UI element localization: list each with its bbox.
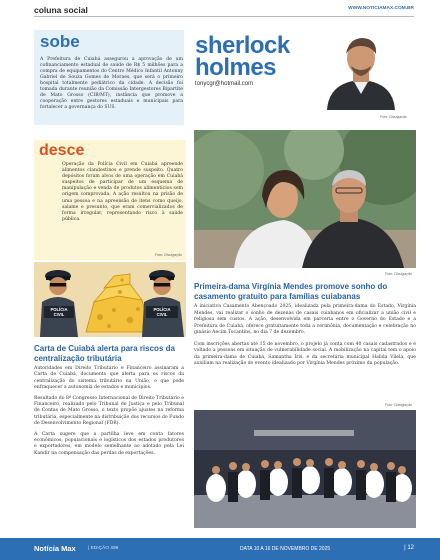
primeira-dama-paragraph-1: A iniciativa Casamento Abençoado 2025, idealizada pela primeira-dama do Estado, Virgínia Mendes, vai realizar o sonho de dezenas de casais cuiabanos em oficializar a união civil e religiosa sem custos. A ação, desenvolvida em parceria entre o Governo do Estado e a Prefeitura de Cuiabá, oferece gratuitamente toda a cerimônia, documentação e celebração no ginásio Aecim Tocantins, no dia 7 de dezembro. xyxy=(194,304,416,335)
footer-edition: | EDIÇÃO 499 xyxy=(88,546,119,551)
column-photo-credit: Foto: Divulgação xyxy=(380,115,407,119)
sobe-box xyxy=(34,30,184,125)
couple-photo-image xyxy=(194,130,416,268)
svg-text:POLÍCIA: POLÍCIA xyxy=(50,307,68,312)
site-url[interactable]: WWW.NOTICIAMAX.COM.BR xyxy=(348,6,414,11)
sobe-text: A Prefeitura de Cuiabá assegurou a aprovação de um cofinanciamento estadual de saúde de R$ 5 milhões para a compra de equipamentos do Centro Médico Infantil Antonny Gabriel de Souza Gomes de Moraes, que será o primeiro hospital totalmente pediátrico da cidade. A decisão foi tomada durante reunião da Comissão Intergestores Bipartite de Mato Grosso (CIB/MT), instância que promove a cooperação entre gestores estaduais e municipais para fortalecer a governança do SUS. xyxy=(40,57,183,110)
header-divider xyxy=(34,16,414,17)
footer-brand: Notícia Max xyxy=(34,544,76,553)
footer-page-number: | 12 xyxy=(404,545,414,551)
police-cheese-illustration xyxy=(34,262,186,337)
carta-paragraph-2: Resultado do 8º Congresso Internacional de Direito Tributário e Financeiro, realizado pelo Tribunal de Justiça e pelo Tribunal de Contas de Mato Grosso, o texto propõe ajustes na reforma tributária, especialmente na distribuição dos recursos do Fundo de Desenvolvimento Regional (FDR). xyxy=(34,395,184,427)
desce-title: desce xyxy=(39,142,85,159)
svg-text:POLÍCIA: POLÍCIA xyxy=(153,307,171,312)
police-cheese-image xyxy=(34,262,186,337)
column-name-line1: sherlock xyxy=(195,32,290,59)
column-name-line2: holmes xyxy=(195,54,277,81)
section-title: coluna social xyxy=(34,5,88,15)
primeira-dama-body xyxy=(194,304,416,373)
wedding-crowd-image xyxy=(194,410,416,528)
couple-photo-credit: Foto: Divulgação xyxy=(385,272,412,276)
column-email[interactable]: tonycgr@hotmail.com xyxy=(195,81,254,87)
wedding-photo-credit: Foto: Divulgação xyxy=(385,403,412,407)
carta-paragraph-3: A Carta sugere que a partilha leve em conta fatores econômicos, populacionais e logísticos dos estados produtores e exportadores, em modelo semelhante ao adotado pela Lei Kandir na compensação das perdas de exportações. xyxy=(34,431,184,456)
primeira-dama-headline: Primeira-dama Virgínia Mendes promove sonho do casamento gratuito para famílias cuiabanas xyxy=(194,282,388,301)
desce-box xyxy=(34,140,186,260)
carta-headline: Carta de Cuiabá alerta para riscos da centralização tributária xyxy=(34,344,175,363)
primeira-dama-paragraph-2: Com inscrições abertas até 15 de novembro, o projeto já conta com 40 casais cadastrados e é voltado a pessoas em situação de vulnerabilidade social. A mobilização na capital tem o apoio da primeira-dama de Cuiabá, Samantha Iris, e da secretária municipal Halida Vilela, que auxiliam na realização do evento idealizado por Virgínia Mendes próximo da população. xyxy=(194,341,416,366)
sobe-title: sobe xyxy=(40,32,80,51)
footer-date: DATA 10 A 16 DE NOVEMBRO DE 2025 xyxy=(240,546,331,552)
desce-text: Operação da Polícia Civil em Cuiabá apreende alimentos clandestinos e prende suspeito. Quatro depósitos foram alvos de uma operação em Cuiabá suspeitos de participar de um esquema de manipulação e venda de produtos alimentícios sem origem comprovada. A ação resultou na prisão de uma pessoa e na apreensão de itens como queijo, salame e presunto, que eram comercializados de forma irregular, representando risco à saúde pública. xyxy=(62,162,183,222)
page-header xyxy=(0,0,440,18)
couple-photo xyxy=(194,130,416,268)
carta-body xyxy=(34,366,184,461)
page-footer xyxy=(0,538,440,560)
svg-text:CIVIL: CIVIL xyxy=(156,312,168,317)
desce-photo-credit: Foto: Divulgação xyxy=(155,253,182,257)
carta-paragraph-1: Autoridades em Direito Tributário e Financeiro assinaram a Carta de Cuiabá, documento que alerta para os riscos da centralização do sistema tributário na União, o que pode enfraquecer a autonomia de estados e municípios. xyxy=(34,366,184,391)
wedding-crowd-photo xyxy=(194,410,416,528)
columnist-portrait xyxy=(313,30,408,110)
svg-text:CIVIL: CIVIL xyxy=(53,312,65,317)
